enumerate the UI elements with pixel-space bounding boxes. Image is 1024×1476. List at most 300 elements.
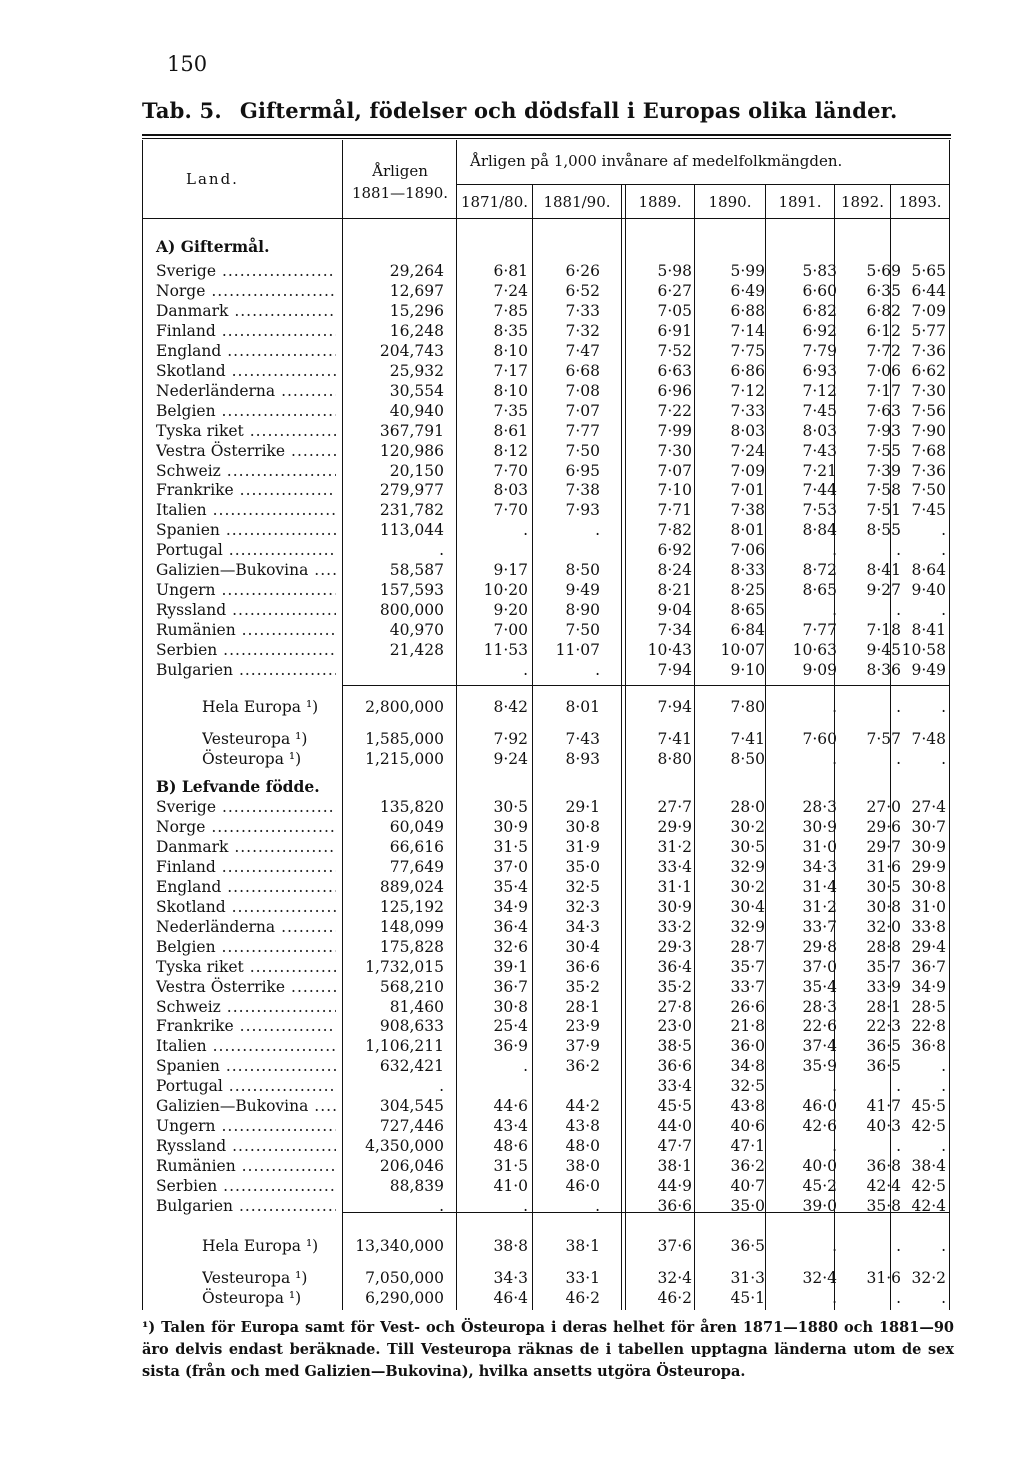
rate-cell: 7·14 — [730, 321, 765, 340]
rate-cell: 44·6 — [493, 1097, 528, 1116]
country-name: Skotland ..... — [156, 897, 336, 917]
country-name: Bulgarien ..... — [156, 1196, 336, 1216]
rate-cell: . — [896, 1289, 901, 1307]
rate-cell: 8·36 — [866, 661, 901, 679]
rate-cell: 29·7 — [866, 837, 901, 856]
rate-cell: 6·81 — [493, 262, 528, 280]
annual-count-cell: 279,977 — [379, 481, 444, 500]
rate-cell: 9·45 — [866, 641, 901, 660]
rate-cell: 7·17 — [493, 361, 528, 380]
rate-cell: 7·70 — [493, 461, 528, 480]
rate-cell: 32·5 — [730, 1077, 765, 1096]
table-row — [0, 1056, 1024, 1076]
rate-cell: 8·03 — [493, 481, 528, 500]
rate-cell: 7·33 — [730, 401, 765, 420]
rate-cell: 6·93 — [802, 361, 837, 380]
rate-cell: 45·1 — [730, 1289, 765, 1307]
rate-cell: 31·6 — [866, 1269, 901, 1287]
table-row — [0, 321, 1024, 341]
rate-cell: . — [595, 521, 600, 540]
rate-cell: 33·1 — [565, 1269, 600, 1287]
annual-count-cell: 120,986 — [379, 441, 444, 460]
country-name: Schweiz ..... — [156, 461, 336, 481]
country-name: Danmark ..... — [156, 837, 336, 857]
rate-cell: 31·0 — [802, 837, 837, 856]
annual-count-cell: 12,697 — [389, 281, 444, 300]
table-row — [0, 1156, 1024, 1176]
table-row — [0, 560, 1024, 580]
table-row — [0, 1036, 1024, 1056]
rate-cell: 5·98 — [657, 262, 692, 280]
rate-cell: 33·4 — [657, 1077, 692, 1096]
rate-cell: 34·3 — [565, 917, 600, 936]
rate-cell: 35·0 — [565, 857, 600, 876]
rate-cell: 7·41 — [730, 730, 765, 748]
country-name: Östeuropa ¹) — [202, 750, 302, 768]
annual-count-cell: 727,446 — [379, 1117, 444, 1136]
rate-cell: . — [896, 1137, 901, 1156]
rate-cell: 7·56 — [911, 401, 946, 420]
rate-cell: 32·2 — [911, 1269, 946, 1287]
rate-cell: 5·65 — [911, 262, 946, 280]
rate-cell: 7·06 — [866, 361, 901, 380]
rate-cell: . — [941, 1077, 946, 1096]
table-row — [0, 1016, 1024, 1036]
rate-cell: 22·3 — [866, 1017, 901, 1036]
annual-count-cell: 1,732,015 — [365, 957, 444, 976]
table-row — [0, 937, 1024, 957]
country-name: Tyska riket ..... — [156, 957, 336, 977]
rate-cell: 8·03 — [802, 421, 837, 440]
rate-cell: 7·34 — [657, 621, 692, 640]
table-row — [0, 1268, 1024, 1288]
rate-cell: 8·64 — [911, 561, 946, 580]
rate-cell: 32·4 — [657, 1269, 692, 1287]
rate-cell: 42·4 — [911, 1197, 946, 1215]
rate-cell: 29·3 — [657, 937, 692, 956]
rate-cell: 10·58 — [901, 641, 946, 660]
annual-count-cell: 113,044 — [379, 521, 444, 540]
header-year: 1890. — [708, 193, 752, 211]
rate-cell: 35·9 — [802, 1057, 837, 1076]
rate-cell: 9·49 — [565, 581, 600, 600]
annual-count-cell: 21,428 — [389, 641, 444, 660]
rate-cell: 7·99 — [657, 421, 692, 440]
country-name: Belgien ..... — [156, 937, 336, 957]
rate-cell: 30·9 — [657, 897, 692, 916]
country-name: Hela Europa ¹) — [202, 698, 319, 716]
rate-cell: 6·92 — [657, 541, 692, 560]
country-name: Galizien—Bukovina ..... — [156, 560, 336, 580]
rate-cell: 6·62 — [911, 361, 946, 380]
annual-count-cell: . — [439, 1077, 444, 1096]
annual-count-cell: 29,264 — [389, 262, 444, 280]
rate-cell: 48·6 — [493, 1137, 528, 1156]
country-name: Vesteuropa ¹) — [202, 730, 308, 748]
annual-count-cell: 206,046 — [379, 1157, 444, 1176]
rate-cell: 6·63 — [657, 361, 692, 380]
rate-cell: 8·24 — [657, 561, 692, 580]
annual-count-cell: 30,554 — [389, 381, 444, 400]
table-row — [0, 620, 1024, 640]
country-name: Nederländerna ..... — [156, 917, 336, 937]
rate-cell: 8·01 — [730, 521, 765, 540]
rate-cell: 29·8 — [802, 937, 837, 956]
annual-count-cell: 125,192 — [379, 897, 444, 916]
rate-cell: 23·0 — [657, 1017, 692, 1036]
rate-cell: 7·48 — [911, 730, 946, 748]
rate-cell: 41·7 — [866, 1097, 901, 1116]
rate-cell: 7·17 — [866, 381, 901, 400]
rate-cell: 43·4 — [493, 1117, 528, 1136]
rate-cell: 31·2 — [802, 897, 837, 916]
rate-cell: 31·5 — [493, 837, 528, 856]
rate-cell: 8·03 — [730, 421, 765, 440]
rate-cell: 33·7 — [730, 977, 765, 996]
table-row — [0, 1236, 1024, 1256]
country-name: Frankrike ..... — [156, 1016, 336, 1036]
rate-cell: . — [832, 601, 837, 620]
country-name: Sverige ..... — [156, 797, 336, 817]
rate-cell: 35·2 — [657, 977, 692, 996]
annual-count-cell: . — [439, 541, 444, 560]
rate-cell: . — [941, 541, 946, 560]
table-row — [0, 301, 1024, 321]
rate-cell: 8·55 — [866, 521, 901, 540]
rate-cell: 36·6 — [565, 957, 600, 976]
rate-cell: 30·5 — [866, 877, 901, 896]
annual-count-cell: 81,460 — [389, 997, 444, 1016]
annual-count-cell: 568,210 — [379, 977, 444, 996]
rate-cell: . — [941, 1289, 946, 1307]
header-land: Land. — [186, 170, 239, 188]
rate-cell: 7·58 — [866, 481, 901, 500]
rate-cell: 7·43 — [802, 441, 837, 460]
rate-cell: 47·7 — [657, 1137, 692, 1156]
country-name: Tyska riket ..... — [156, 421, 336, 441]
rate-cell: . — [941, 750, 946, 768]
rate-cell: 25·4 — [493, 1017, 528, 1036]
annual-count-cell: 889,024 — [379, 877, 444, 896]
rate-cell: 28·1 — [866, 997, 901, 1016]
header-year: 1889. — [638, 193, 682, 211]
rate-cell: 34·3 — [493, 1269, 528, 1287]
rate-cell: 45·2 — [802, 1177, 837, 1196]
rate-cell: . — [832, 1077, 837, 1096]
rate-cell: 31·6 — [866, 857, 901, 876]
rate-cell: 7·12 — [730, 381, 765, 400]
annual-count-cell: 175,828 — [379, 937, 444, 956]
annual-count-cell: 231,782 — [379, 501, 444, 520]
country-name: Hela Europa ¹) — [202, 1237, 319, 1255]
table-row — [0, 837, 1024, 857]
rate-cell: 8·61 — [493, 421, 528, 440]
rate-cell: 31·4 — [802, 877, 837, 896]
rate-cell: 9·09 — [802, 661, 837, 679]
rate-cell: 8·41 — [866, 561, 901, 580]
table-row — [0, 401, 1024, 421]
rate-cell: 39·1 — [493, 957, 528, 976]
rate-cell: 8·42 — [493, 698, 528, 716]
rate-cell: 7·07 — [565, 401, 600, 420]
rate-cell: 7·22 — [657, 401, 692, 420]
rate-cell: 7·45 — [802, 401, 837, 420]
country-name: Bulgarien ..... — [156, 660, 336, 680]
country-name: Norge ..... — [156, 281, 336, 301]
rate-cell: 29·6 — [866, 817, 901, 836]
rate-cell: 35·7 — [730, 957, 765, 976]
rate-cell: 33·8 — [911, 917, 946, 936]
rate-cell: 27·0 — [866, 798, 901, 816]
annual-count-cell: 13,340,000 — [355, 1237, 444, 1255]
table-row — [0, 600, 1024, 620]
country-name: Serbien ..... — [156, 1176, 336, 1196]
rate-cell: 28·5 — [911, 997, 946, 1016]
country-name: Östeuropa ¹) — [202, 1289, 302, 1307]
annual-count-cell: 632,421 — [379, 1057, 444, 1076]
annual-count-cell: 148,099 — [379, 917, 444, 936]
rate-cell: 6·35 — [866, 281, 901, 300]
rate-cell: 42·4 — [866, 1177, 901, 1196]
rate-cell: 7·53 — [802, 501, 837, 520]
rate-cell: 32·6 — [493, 937, 528, 956]
rate-cell: 29·9 — [657, 817, 692, 836]
rate-cell: 27·7 — [657, 798, 692, 816]
rate-cell: 32·5 — [565, 877, 600, 896]
rate-cell: 30·8 — [866, 897, 901, 916]
rate-cell: 8·10 — [493, 341, 528, 360]
table-row — [0, 797, 1024, 817]
rate-cell: 7·50 — [565, 441, 600, 460]
rate-cell: 38·1 — [565, 1237, 600, 1255]
rate-cell: 37·0 — [802, 957, 837, 976]
rate-cell: 39·0 — [802, 1197, 837, 1215]
section-a-heading: A) Giftermål. — [156, 237, 270, 256]
rate-cell: 7·43 — [565, 730, 600, 748]
table-row — [0, 361, 1024, 381]
rate-cell: 45·5 — [657, 1097, 692, 1116]
country-name: Norge ..... — [156, 817, 336, 837]
country-name: Rumänien ..... — [156, 1156, 336, 1176]
rate-cell: 32·9 — [730, 857, 765, 876]
rate-cell: 7·75 — [730, 341, 765, 360]
rate-cell: . — [832, 698, 837, 716]
table-row — [0, 281, 1024, 301]
table-row — [0, 520, 1024, 540]
country-name: Vesteuropa ¹) — [202, 1269, 308, 1287]
rate-cell: . — [941, 1237, 946, 1255]
rate-cell: 7·72 — [866, 341, 901, 360]
rate-cell: 7·12 — [802, 381, 837, 400]
rate-cell: 35·2 — [565, 977, 600, 996]
rate-cell: 36·0 — [730, 1037, 765, 1056]
rate-cell: 36·6 — [657, 1197, 692, 1215]
rate-cell: 7·70 — [493, 501, 528, 520]
annual-count-cell: 204,743 — [379, 341, 444, 360]
rate-cell: 30·4 — [730, 897, 765, 916]
annual-count-cell: 1,106,211 — [365, 1037, 444, 1056]
rate-cell: 7·33 — [565, 301, 600, 320]
annual-count-cell: 60,049 — [389, 817, 444, 836]
rate-cell: 30·8 — [911, 877, 946, 896]
rate-cell: 36·4 — [493, 917, 528, 936]
rate-cell: 36·8 — [866, 1157, 901, 1176]
rate-cell: 30·2 — [730, 817, 765, 836]
rate-cell: 40·6 — [730, 1117, 765, 1136]
rate-cell: 5·83 — [802, 262, 837, 280]
rate-cell: 7·30 — [657, 441, 692, 460]
rate-cell: 6·92 — [802, 321, 837, 340]
rate-cell: 28·0 — [730, 798, 765, 816]
rate-cell: 7·41 — [657, 730, 692, 748]
header-year: 1893. — [898, 193, 942, 211]
country-name: Spanien ..... — [156, 520, 336, 540]
rate-cell: 7·24 — [493, 281, 528, 300]
table-row — [0, 580, 1024, 600]
rate-cell: 36·6 — [657, 1057, 692, 1076]
rate-cell: 37·4 — [802, 1037, 837, 1056]
rate-cell: . — [523, 1057, 528, 1076]
rate-cell: 33·9 — [866, 977, 901, 996]
annual-count-cell: 20,150 — [389, 461, 444, 480]
country-name: Skotland ..... — [156, 361, 336, 381]
rate-cell: 31·9 — [565, 837, 600, 856]
rate-cell: 7·71 — [657, 501, 692, 520]
rate-cell: 8·50 — [565, 561, 600, 580]
rate-cell: . — [832, 1137, 837, 1156]
rate-cell: . — [941, 1137, 946, 1156]
rate-cell: 35·0 — [730, 1197, 765, 1215]
rate-cell: 46·4 — [493, 1289, 528, 1307]
page-number: 150 — [167, 52, 208, 76]
rate-cell: 7·77 — [565, 421, 600, 440]
rate-cell: 30·5 — [493, 798, 528, 816]
rate-cell: . — [896, 541, 901, 560]
rate-cell: 28·3 — [802, 997, 837, 1016]
rate-cell: 42·6 — [802, 1117, 837, 1136]
table-row — [0, 897, 1024, 917]
country-name: England ..... — [156, 341, 336, 361]
rate-cell: 31·3 — [730, 1269, 765, 1287]
rate-cell: 6·84 — [730, 621, 765, 640]
header-arligen-years: 1881—1890. — [351, 184, 449, 202]
rate-cell: 38·1 — [657, 1157, 692, 1176]
rate-cell: 7·01 — [730, 481, 765, 500]
rate-cell: 34·9 — [493, 897, 528, 916]
rate-cell: . — [832, 1237, 837, 1255]
rate-cell: 6·12 — [866, 321, 901, 340]
rate-cell: 7·44 — [802, 481, 837, 500]
rate-cell: 8·50 — [730, 750, 765, 768]
rate-cell: 31·2 — [657, 837, 692, 856]
table-row — [0, 1176, 1024, 1196]
annual-count-cell: 4,350,000 — [365, 1137, 444, 1156]
rate-cell: 10·20 — [483, 581, 528, 600]
rate-cell: 48·0 — [565, 1137, 600, 1156]
country-name: Danmark ..... — [156, 301, 336, 321]
rate-cell: 7·06 — [730, 541, 765, 560]
rate-cell: 7·38 — [565, 481, 600, 500]
rate-cell: 8·93 — [565, 750, 600, 768]
rate-cell: 6·44 — [911, 281, 946, 300]
rate-cell: 10·43 — [647, 641, 692, 660]
rate-cell: 7·92 — [493, 730, 528, 748]
rate-cell: 22·6 — [802, 1017, 837, 1036]
rate-cell: 9·10 — [730, 661, 765, 679]
annual-count-cell: 135,820 — [379, 798, 444, 816]
rate-cell: 35·4 — [493, 877, 528, 896]
rate-cell: 7·80 — [730, 698, 765, 716]
rate-cell: 7·93 — [565, 501, 600, 520]
country-name: Vestra Österrike ..... — [156, 977, 336, 997]
rate-cell: 6·27 — [657, 281, 692, 300]
rate-cell: 7·07 — [657, 461, 692, 480]
rate-cell: 28·7 — [730, 937, 765, 956]
rate-cell: 37·6 — [657, 1237, 692, 1255]
table-title-text: Giftermål, födelser och dödsfall i Europas olika länder. — [239, 98, 898, 123]
rate-cell: 33·2 — [657, 917, 692, 936]
rate-cell: 33·4 — [657, 857, 692, 876]
rate-cell: . — [832, 750, 837, 768]
rate-cell: 32·9 — [730, 917, 765, 936]
table-row — [0, 877, 1024, 897]
annual-count-cell: 2,800,000 — [365, 698, 444, 716]
header-year: 1891. — [778, 193, 822, 211]
annual-count-cell: 157,593 — [379, 581, 444, 600]
table-row — [0, 540, 1024, 560]
annual-count-cell: 1,215,000 — [365, 750, 444, 768]
rate-cell: 21·8 — [730, 1017, 765, 1036]
annual-count-cell: 908,633 — [379, 1017, 444, 1036]
rate-cell: 7·79 — [802, 341, 837, 360]
rate-cell: 36·7 — [911, 957, 946, 976]
rate-cell: . — [523, 661, 528, 679]
annual-count-cell: 58,587 — [389, 561, 444, 580]
table-row — [0, 729, 1024, 749]
table-row — [0, 341, 1024, 361]
annual-count-cell: 16,248 — [389, 321, 444, 340]
rate-cell: 38·0 — [565, 1157, 600, 1176]
rate-cell: 7·85 — [493, 301, 528, 320]
table-row — [0, 1076, 1024, 1096]
rate-cell: 40·3 — [866, 1117, 901, 1136]
rate-cell: 28·3 — [802, 798, 837, 816]
rate-cell: 7·52 — [657, 341, 692, 360]
table-row — [0, 1116, 1024, 1136]
rate-cell: 11·53 — [483, 641, 528, 660]
rate-cell: 40·0 — [802, 1157, 837, 1176]
table-row — [0, 977, 1024, 997]
country-name: Spanien ..... — [156, 1056, 336, 1076]
rate-cell: 35·4 — [802, 977, 837, 996]
rate-cell: 8·33 — [730, 561, 765, 580]
annual-count-cell: 6,290,000 — [365, 1289, 444, 1307]
rate-cell: 30·4 — [565, 937, 600, 956]
rate-cell: 5·69 — [866, 262, 901, 280]
annual-count-cell: 88,839 — [389, 1177, 444, 1196]
rate-cell: 7·09 — [911, 301, 946, 320]
rate-cell: 6·49 — [730, 281, 765, 300]
rate-cell: 6·82 — [802, 301, 837, 320]
rate-cell: 44·2 — [565, 1097, 600, 1116]
rate-cell: . — [595, 1197, 600, 1215]
country-name: Vestra Österrike ..... — [156, 441, 336, 461]
rate-cell: 34·9 — [911, 977, 946, 996]
rate-cell: 38·4 — [911, 1157, 946, 1176]
annual-count-cell: 367,791 — [379, 421, 444, 440]
rate-cell: 32·3 — [565, 897, 600, 916]
rate-cell: 26·6 — [730, 997, 765, 1016]
